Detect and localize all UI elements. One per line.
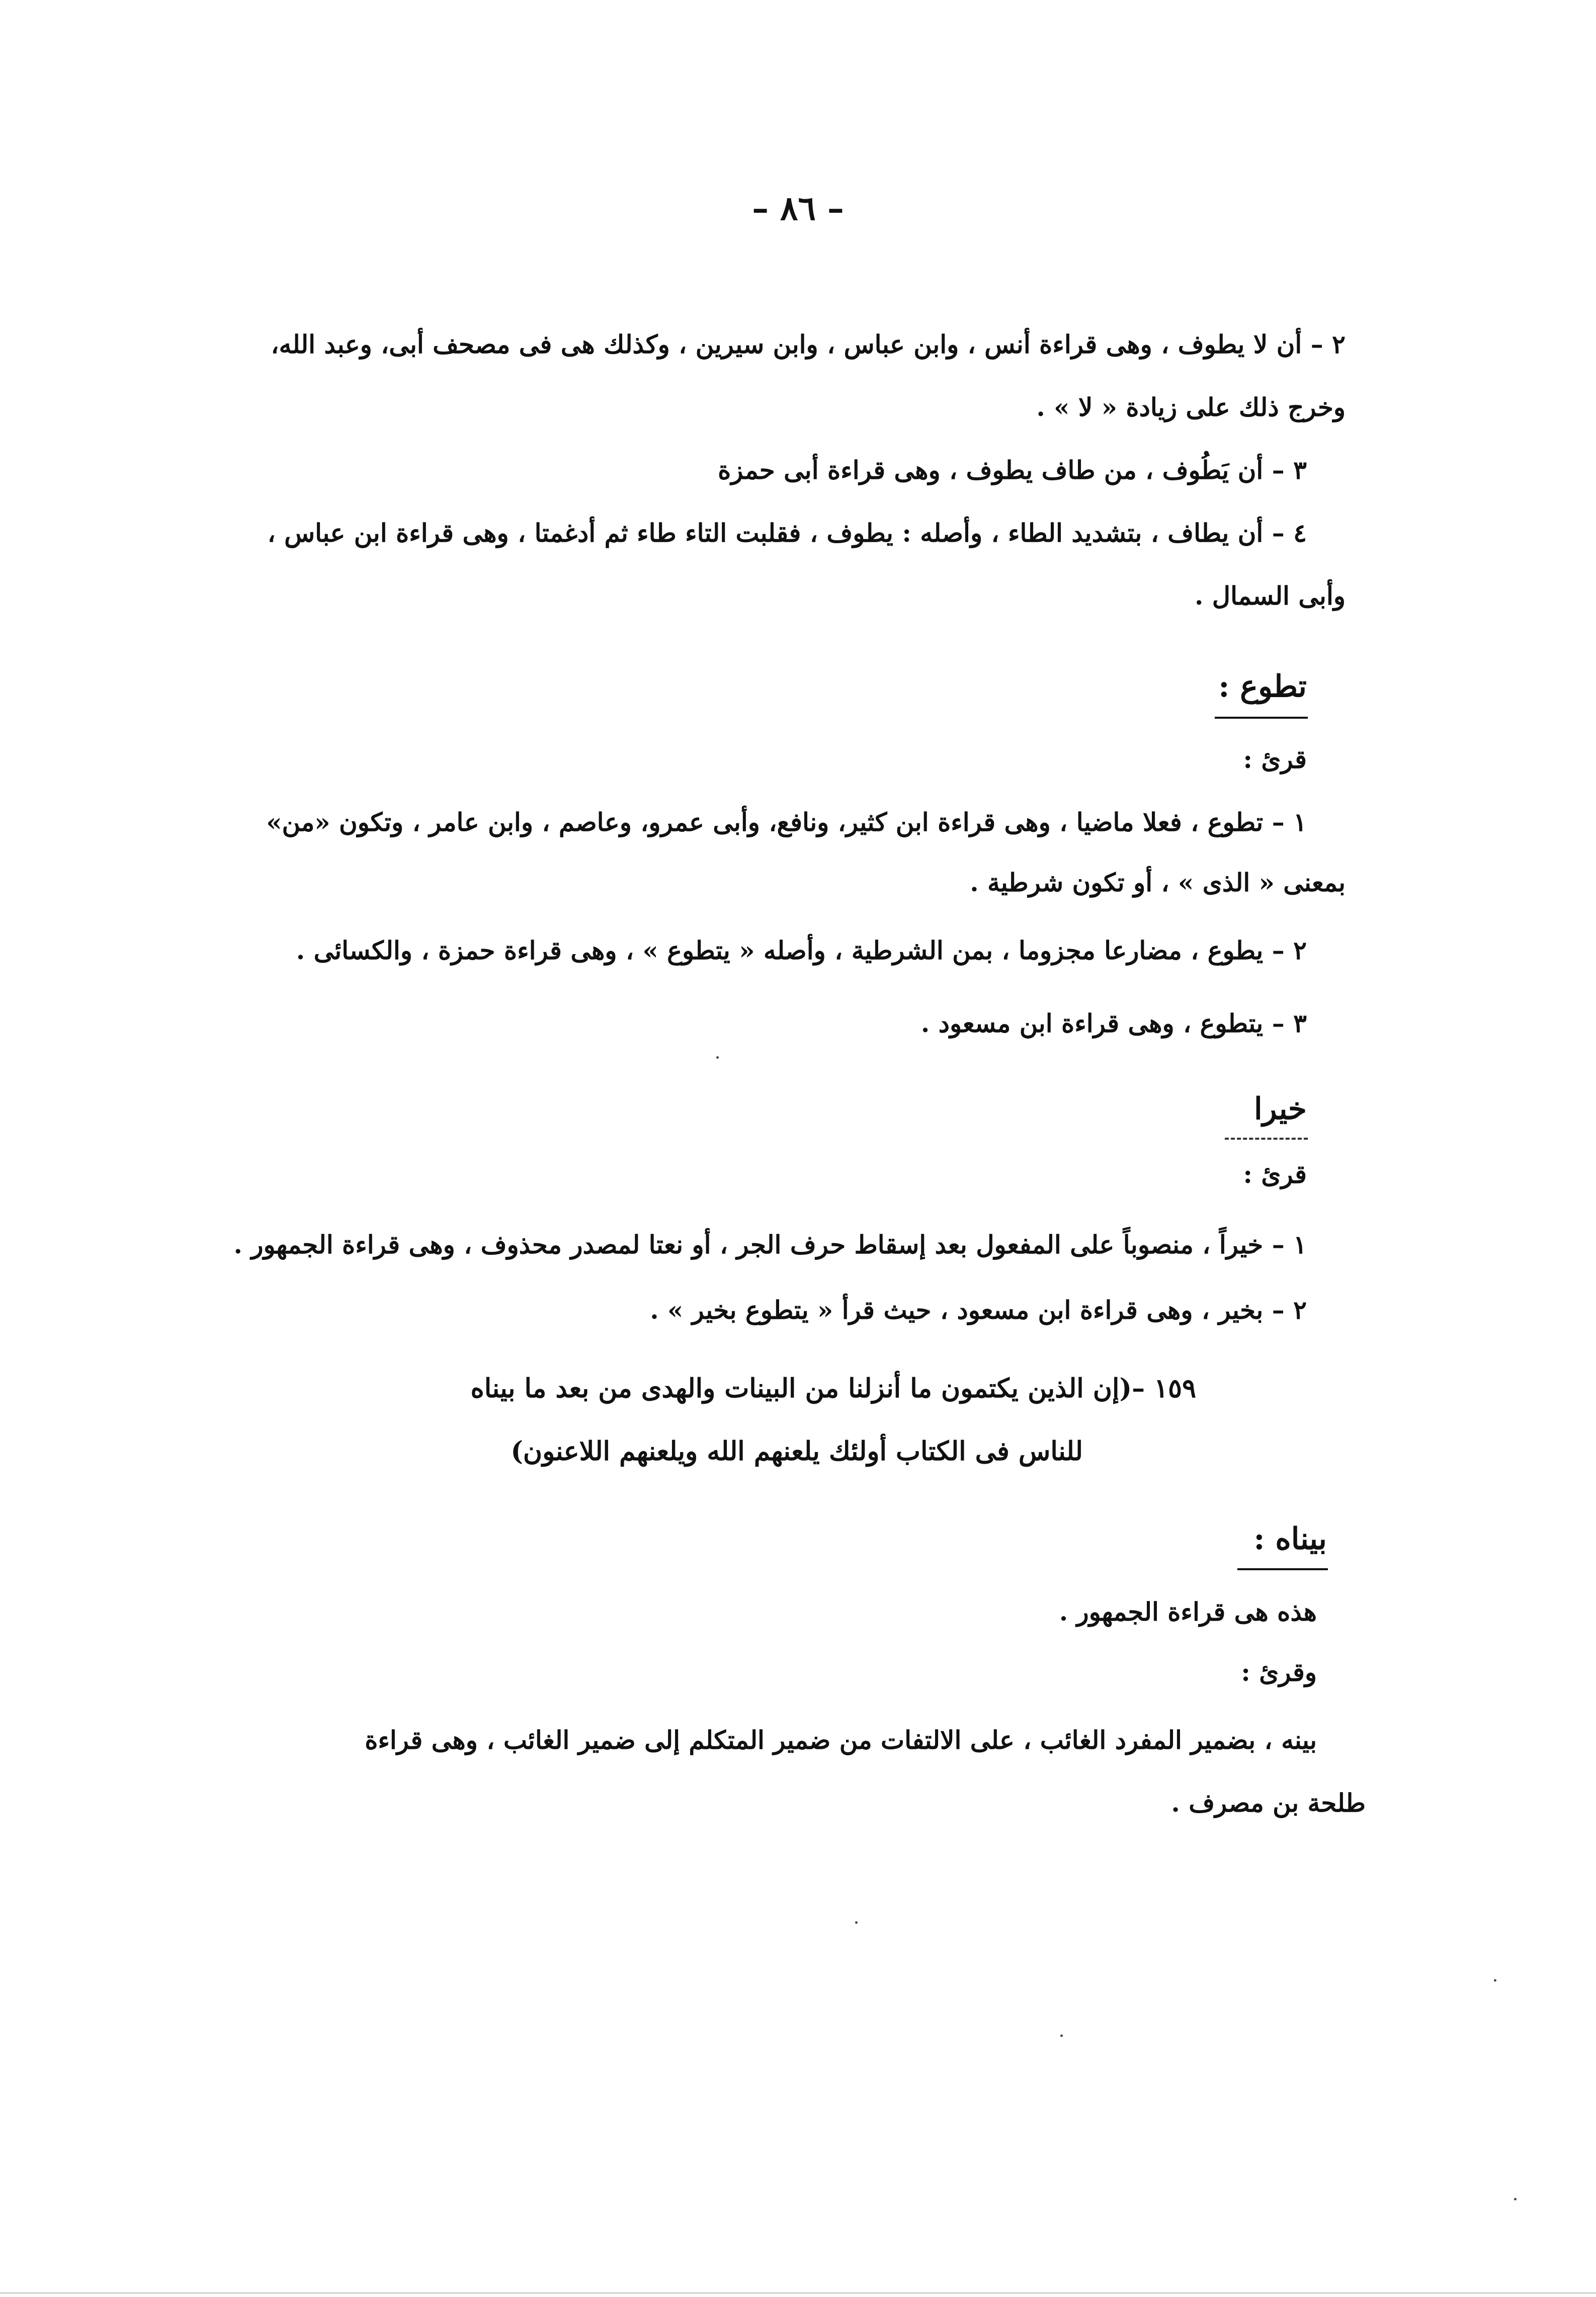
tatawwaa-reading-1-line-2: بمعنى « الذى » ، أو تكون شرطية .	[970, 868, 1346, 897]
scan-speck	[1060, 2034, 1063, 2037]
verse-line-2: للناس فى الكتاب أولئك يلعنهم الله ويلعنهم اللاعنون)	[511, 1436, 1083, 1467]
khayran-reading-1-line-1: ١ – خيراً ، منصوباً على المفعول بعد إسقاط حرف الجر ، أو نعتا لمصدر محذوف ، وهى قراءة الجمهور .	[233, 1230, 1307, 1259]
heading-khayran-underline	[1225, 1138, 1308, 1140]
reading-2-line-2: وخرج ذلك على زيادة « لا » .	[1036, 392, 1346, 422]
tatawwaa-reading-3-line-1: ٣ – يتطوع ، وهى قراءة ابن مسعود .	[920, 1008, 1307, 1038]
scan-speck	[716, 1056, 719, 1059]
scan-speck	[855, 1921, 858, 1924]
reading-3-line-1: ٣ – أن يَطُوف ، من طاف يطوف ، وهى قراءة أبى حمزة	[718, 455, 1307, 485]
heading-tatawwaa-underline	[1215, 717, 1308, 719]
reading-4-line-1: ٤ – أن يطاف ، بتشديد الطاء ، وأصله : يطوف ، فقلبت التاء طاء ثم أدغمتا ، وهى قراءة ابن عباس ،	[267, 518, 1307, 548]
heading-bayyannahu: بيناه :	[1253, 1521, 1327, 1557]
tatawwaa-reading-2-line-1: ٢ – يطوع ، مضارعا مجزوما ، بمن الشرطية ، وأصله « يتطوع » ، وهى قراءة حمزة ، والكسائى .	[296, 935, 1307, 965]
reading-4-line-2: وأبى السمال .	[1194, 581, 1346, 611]
subheading-wa-qurie: وقرئ :	[1241, 1657, 1317, 1687]
scan-speck	[1514, 2198, 1517, 2200]
bayyannahu-body-line-2: طلحة بن مصرف .	[1171, 1788, 1366, 1818]
heading-bayyannahu-underline	[1237, 1568, 1328, 1570]
page-bottom-rule	[0, 2292, 1596, 2293]
tatawwaa-reading-1-line-1: ١ – تطوع ، فعلا ماضيا ، وهى قراءة ابن كثير، ونافع، وأبى عمرو، وعاصم ، وابن عامر ، وتكون «من»	[266, 807, 1307, 837]
subheading-qurie-2: قرئ :	[1243, 1159, 1307, 1189]
khayran-reading-2-line-1: ٢ – بخير ، وهى قراءة ابن مسعود ، حيث قرأ « يتطوع بخير » .	[650, 1295, 1307, 1325]
bayyannahu-intro: هذه هى قراءة الجمهور .	[1059, 1597, 1317, 1627]
bayyannahu-body-line-1: بينه ، بضمير المفرد الغائب ، على الالتفات من ضمير المتكلم إلى ضمير الغائب ، وهى قراءة	[365, 1725, 1317, 1755]
scan-speck	[1494, 1979, 1496, 1982]
heading-tatawwaa: تطوع :	[1218, 669, 1307, 704]
verse-line-1: ١٥٩ –(إن الذين يكتمون ما أنزلنا من البينات والهدى من بعد ما بيناه	[470, 1373, 1196, 1404]
reading-2-line-1: ٢ – أن لا يطوف ، وهى قراءة أنس ، وابن عباس ، وابن سيرين ، وكذلك هى فى مصحف أبى، وعبد الله،	[271, 329, 1346, 359]
heading-khayran: خيرا	[1254, 1091, 1307, 1127]
subheading-qurie-1: قرئ :	[1243, 744, 1307, 774]
page-number: – ٨٦ –	[752, 189, 844, 228]
